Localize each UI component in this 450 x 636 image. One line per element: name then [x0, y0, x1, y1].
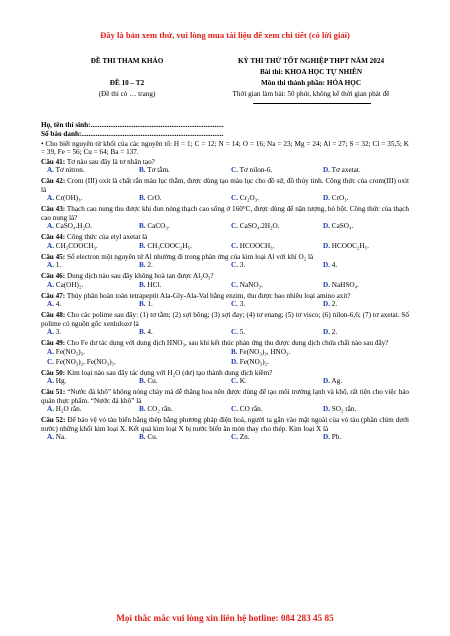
option-letter: B.	[139, 405, 146, 414]
option-letter: B.	[231, 347, 238, 356]
question-text	[41, 388, 409, 405]
question-number: Câu 42:	[41, 177, 66, 186]
question-stem: Để bảo vệ vỏ tàu biển bằng thép bằng phương pháp điện hoá, người ta gắn vào mặt ngoài của vỏ tàu (phần chìm dưới nước) những khối kim loại X. Kết quả kim loại X bị nước biển ăn mòn thay cho thép. Kim loại X là	[41, 416, 409, 433]
question-number: Câu 41:	[41, 157, 66, 166]
exam-content	[41, 121, 409, 443]
answer-option	[133, 194, 225, 204]
answer-option	[41, 242, 133, 252]
candidate-name-line: Họ, tên thí sinh:..........................................................................	[41, 121, 224, 129]
option-text: Fe(NO₃)₂, Fe(NO₃)₃.	[55, 357, 116, 366]
answer-option	[41, 433, 133, 443]
question-text	[41, 292, 409, 300]
option-letter: D.	[323, 194, 330, 203]
question-number: Câu 49:	[41, 339, 66, 348]
option-letter: C.	[47, 357, 54, 366]
option-letter: C.	[231, 166, 238, 175]
option-text: HCl.	[147, 280, 162, 289]
exam-subject: Môn thi thành phần: HÓA HỌC	[260, 79, 362, 87]
answer-options	[41, 222, 409, 232]
question-number: Câu 48:	[41, 311, 66, 320]
question-stem: Cho Fe dư tác dụng với dung dịch HNO₃, sau khi kết thúc phản ứng thu được dung dịch chứa chất nào sau đây?	[66, 339, 389, 348]
answer-option	[317, 433, 409, 443]
option-letter: B.	[139, 222, 146, 231]
question-stem: Tơ nào sau đây là tơ nhân tạo?	[66, 157, 155, 166]
question-stem: Số electron một nguyên tử Al nhường đi trong phản ứng của kim loại Al với khí O₂ là	[66, 252, 314, 261]
option-letter: A.	[47, 166, 54, 175]
option-letter: A.	[47, 261, 54, 270]
question-number: Câu 46:	[41, 272, 66, 281]
option-text: HCOOC₂H₅.	[331, 241, 369, 250]
option-text: 3.	[239, 300, 246, 309]
option-text: HCOOCH₃.	[239, 241, 275, 250]
question-45	[41, 253, 409, 271]
option-text: Hg.	[55, 377, 67, 386]
answer-option	[225, 358, 409, 368]
answer-option	[133, 281, 225, 291]
option-text: Fe(NO₃)₂.	[239, 357, 269, 366]
question-text	[41, 272, 409, 280]
option-text: H₂O rắn.	[55, 405, 82, 414]
option-letter: D.	[323, 328, 330, 337]
question-stem: Kim loại nào sau đây tác dụng với H₂O (dư) tạo thành dung dịch kiềm?	[66, 368, 273, 377]
answer-option	[317, 281, 409, 291]
option-letter: A.	[47, 194, 54, 203]
question-stem: Thạch cao nung thu được khi đun nóng thạch cao sống ở 160°C, được dùng để nặn tượng, bó bột. Công thức của thạch cao nung là?	[41, 205, 409, 222]
question-stem: Dung dịch nào sau đây không hoà tan được Al₂O₃?	[66, 272, 214, 281]
option-letter: A.	[47, 405, 54, 414]
answer-option	[41, 405, 133, 415]
option-letter: C.	[231, 300, 238, 309]
option-text: CrO.	[147, 194, 162, 203]
question-text	[41, 416, 409, 433]
answer-option	[225, 261, 317, 271]
answer-option	[225, 194, 317, 204]
exam-code: ĐỀ 10 – T2	[109, 79, 145, 87]
option-letter: D.	[323, 241, 330, 250]
question-stem: Crom (III) oxit là chất rắn màu lục thẫm, được dùng tạo màu lục cho đồ sứ, đồ thủy tinh. Công thức của crom(III) oxit là	[41, 177, 409, 194]
question-text	[41, 339, 409, 347]
hotline-banner: Mọi thắc mắc vui lòng xin liên hệ hotline: 084 283 45 85	[116, 613, 334, 623]
question-47	[41, 292, 409, 310]
option-letter: A.	[47, 377, 54, 386]
option-text: 4.	[55, 300, 62, 309]
question-list	[41, 158, 409, 443]
option-text: 2.	[331, 300, 338, 309]
option-letter: C.	[231, 241, 238, 250]
option-text: Cu.	[147, 377, 158, 386]
option-text: Cr₂O₃.	[239, 194, 259, 203]
option-text: 3.	[55, 328, 62, 337]
answer-option	[225, 433, 317, 443]
option-letter: C.	[231, 377, 238, 386]
answer-option	[41, 281, 133, 291]
exam-duration: Thời gian làm bài: 50 phút, không kể thời gian phát đề	[232, 90, 390, 98]
option-text: Cr(OH)₃.	[55, 194, 83, 203]
option-letter: B.	[139, 280, 146, 289]
answer-option	[133, 377, 225, 387]
option-text: 5.	[239, 328, 246, 337]
answer-options	[41, 281, 409, 291]
option-text: 3.	[239, 261, 246, 270]
answer-option	[133, 300, 225, 310]
option-text: Ag.	[331, 377, 342, 386]
answer-options	[41, 433, 409, 443]
answer-options	[41, 377, 409, 387]
question-46	[41, 272, 409, 290]
option-letter: C.	[231, 328, 238, 337]
answer-option	[317, 166, 409, 176]
question-text	[41, 311, 409, 328]
option-letter: B.	[139, 300, 146, 309]
answer-option	[317, 300, 409, 310]
answer-option	[317, 194, 409, 204]
option-text: 4.	[331, 261, 338, 270]
answer-options	[41, 358, 409, 368]
question-49	[41, 339, 409, 367]
question-number: Câu 44:	[41, 233, 66, 242]
answer-option	[225, 405, 317, 415]
answer-option	[41, 348, 225, 358]
option-text: Tơ tằm.	[147, 166, 170, 175]
option-letter: B.	[139, 433, 146, 442]
option-letter: A.	[47, 222, 54, 231]
option-letter: B.	[139, 241, 146, 250]
option-text: NaHSO₄.	[331, 280, 359, 289]
header-underline	[253, 103, 371, 104]
question-text	[41, 369, 409, 377]
option-text: CO rắn.	[239, 405, 263, 414]
answer-option	[317, 261, 409, 271]
question-42	[41, 177, 409, 204]
option-text: Cu.	[147, 433, 158, 442]
answer-option	[225, 242, 317, 252]
question-text	[41, 177, 409, 194]
option-letter: A.	[47, 241, 54, 250]
answer-option	[41, 261, 133, 271]
option-letter: A.	[47, 280, 54, 289]
answer-option	[225, 348, 409, 358]
option-letter: C.	[231, 280, 238, 289]
option-text: CH₃COOC₂H₅.	[147, 241, 192, 250]
header-left	[52, 57, 202, 101]
answer-option	[41, 377, 133, 387]
exam-section: Bài thi: KHOA HỌC TỰ NHIÊN	[259, 68, 363, 76]
answer-options	[41, 242, 409, 252]
answer-option	[317, 328, 409, 338]
answer-option	[317, 222, 409, 232]
option-letter: A.	[47, 347, 54, 356]
option-letter: A.	[47, 328, 54, 337]
option-letter: C.	[231, 222, 238, 231]
question-number: Câu 50:	[41, 368, 66, 377]
option-text: K.	[239, 377, 247, 386]
question-text	[41, 205, 409, 222]
option-text: Tơ axetat.	[331, 166, 361, 175]
answer-option	[133, 433, 225, 443]
option-text: Fe(NO₃)₃.	[55, 347, 85, 356]
option-letter: C.	[231, 405, 238, 414]
answer-option	[41, 194, 133, 204]
option-text: 1.	[55, 261, 62, 270]
option-letter: D.	[231, 357, 238, 366]
option-letter: C.	[231, 261, 238, 270]
answer-option	[133, 166, 225, 176]
option-text: CO₂ rắn.	[147, 405, 173, 414]
question-stem: Thủy phân hoàn toàn tetrapeptit Ala-Gly-Ala-Val bằng enzim, thu được bao nhiêu loại amino axit?	[66, 291, 351, 300]
option-letter: A.	[47, 300, 54, 309]
option-text: Pb.	[331, 433, 342, 442]
candidate-id-line: Số báo danh:...............................................................................	[41, 130, 224, 138]
answer-option	[317, 377, 409, 387]
question-stem: “Nước đá khô” không nóng chảy mà dễ thăng hoa nên được dùng để tạo môi trường lạnh và khô, rất tiện cho việc bảo quản thực phẩm. “Nước đá khô” là	[41, 388, 410, 405]
option-text: CaSO₄.2H₂O.	[239, 222, 280, 231]
option-text: CaSO₄.H₂O.	[55, 222, 92, 231]
answer-option	[133, 242, 225, 252]
option-letter: D.	[323, 222, 330, 231]
answer-option	[41, 166, 133, 176]
question-number: Câu 47:	[41, 291, 66, 300]
question-number: Câu 52:	[41, 416, 66, 425]
header-right	[210, 57, 412, 101]
option-text: CaSO₄.	[331, 222, 354, 231]
answer-option	[225, 222, 317, 232]
answer-options	[41, 348, 409, 358]
question-51	[41, 388, 409, 415]
question-41	[41, 158, 409, 176]
atomic-mass-note: • Cho biết nguyên tử khối của các nguyên tố: H = 1; C = 12; N = 14; O = 16; Na = 23; Mg = 24; Al = 27; S = 32; Cl = 35,5; K = 39, Fe = 56; Cu = 64; Ba = 137.	[41, 140, 409, 157]
option-text: CaCO₃.	[147, 222, 170, 231]
answer-option	[41, 222, 133, 232]
answer-option	[225, 300, 317, 310]
answer-options	[41, 261, 409, 271]
candidate-info	[41, 121, 409, 139]
option-text: 1.	[147, 300, 153, 309]
question-50	[41, 369, 409, 387]
question-number: Câu 51:	[41, 388, 66, 397]
question-48	[41, 311, 409, 338]
answer-option	[133, 405, 225, 415]
option-letter: D.	[323, 280, 330, 289]
option-letter: D.	[323, 166, 330, 175]
answer-options	[41, 300, 409, 310]
answer-option	[225, 328, 317, 338]
option-text: CH₃COOCH₃.	[55, 241, 98, 250]
option-text: Tơ nitron.	[55, 166, 85, 175]
answer-option	[317, 405, 409, 415]
option-letter: D.	[323, 433, 330, 442]
question-43	[41, 205, 409, 232]
question-text	[41, 233, 409, 241]
option-text: 2.	[147, 261, 153, 270]
answer-option	[225, 377, 317, 387]
answer-option	[133, 261, 225, 271]
option-text: Na.	[55, 433, 66, 442]
option-letter: B.	[139, 261, 146, 270]
answer-option	[41, 358, 225, 368]
option-text: 2.	[331, 328, 338, 337]
answer-options	[41, 405, 409, 415]
option-letter: C.	[231, 194, 238, 203]
option-text: CrO₃.	[331, 194, 349, 203]
question-text	[41, 158, 409, 166]
question-text	[41, 253, 409, 261]
answer-option	[41, 328, 133, 338]
answer-option	[133, 222, 225, 232]
answer-options	[41, 194, 409, 204]
question-stem: Cho các polime sau đây: (1) tơ tằm; (2) sợi bông; (3) sợi đay; (4) tơ enang; (5) tơ visco; (6) nilon-6,6; (7) tơ axetat. Số polime có nguồn gốc xenlulozơ là	[41, 311, 410, 328]
exam-title: KỲ THI THỬ TỐT NGHIỆP THPT NĂM 2024	[237, 57, 385, 65]
option-letter: A.	[47, 433, 54, 442]
option-letter: D.	[323, 300, 330, 309]
option-text: Zn.	[239, 433, 250, 442]
answer-option	[133, 328, 225, 338]
option-letter: B.	[139, 328, 146, 337]
option-letter: D.	[323, 261, 330, 270]
question-52	[41, 416, 409, 443]
option-text: SO₂ rắn.	[331, 405, 357, 414]
question-number: Câu 43:	[41, 205, 66, 214]
option-text: Tơ nilon-6.	[239, 166, 273, 175]
question-number: Câu 45:	[41, 252, 66, 261]
question-stem: Công thức của etyl axetat là	[66, 233, 148, 242]
answer-options	[41, 328, 409, 338]
option-letter: B.	[139, 377, 146, 386]
answer-option	[225, 281, 317, 291]
question-44	[41, 233, 409, 251]
answer-option	[41, 300, 133, 310]
option-letter: B.	[139, 166, 146, 175]
option-letter: B.	[139, 194, 146, 203]
option-text: NaNO₃.	[239, 280, 263, 289]
answer-option	[317, 242, 409, 252]
answer-options	[41, 166, 409, 176]
option-letter: D.	[323, 405, 330, 414]
page-count-note: (Đề thi có … trang)	[98, 90, 156, 98]
preview-banner: Đây là bản xem thử, vui lòng mua tài liệu để xem chi tiết (có lời giải)	[100, 30, 350, 40]
option-text: Fe(NO₃)₃, HNO₃.	[239, 347, 291, 356]
option-letter: D.	[323, 377, 330, 386]
answer-option	[225, 166, 317, 176]
reference-exam-title: ĐỀ THI THAM KHẢO	[90, 57, 164, 65]
option-text: Ca(OH)₂.	[55, 280, 84, 289]
option-text: 4.	[147, 328, 153, 337]
option-letter: C.	[231, 433, 238, 442]
